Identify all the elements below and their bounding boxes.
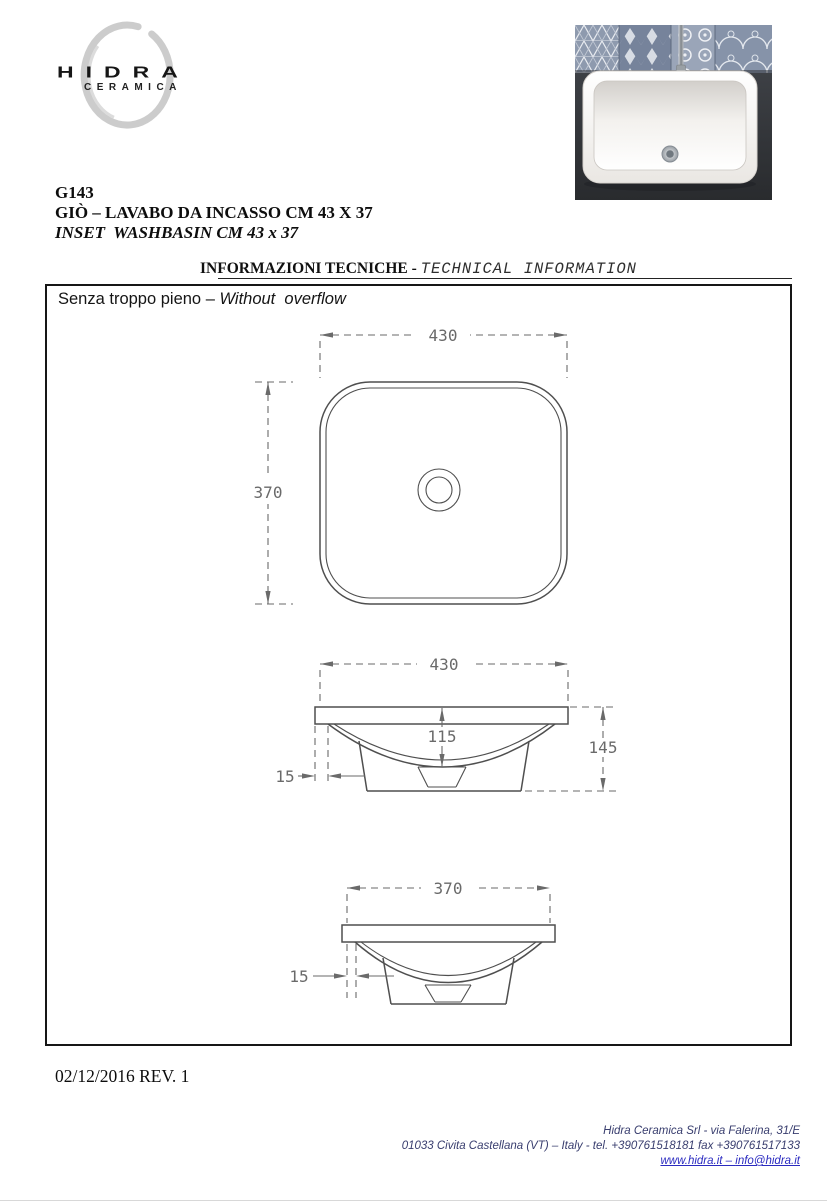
dim-top-depth: 370	[253, 483, 283, 502]
section-header	[45, 260, 792, 278]
dim-side-depth: 370	[433, 879, 463, 898]
note-it: Senza troppo pieno –	[58, 290, 220, 308]
drain-front-view	[418, 767, 466, 787]
technical-drawing-panel	[45, 284, 792, 1046]
product-name-en: INSET WASHBASIN CM 43 x 37	[55, 223, 299, 242]
footer-link-separator: –	[722, 1155, 736, 1167]
drawing-side-view	[289, 878, 555, 1004]
dim-top-width: 430	[428, 326, 458, 345]
revision-date: 02/12/2016 REV. 1	[55, 1066, 190, 1086]
header-rule	[218, 278, 792, 279]
drawing-front-view	[275, 654, 623, 791]
dim-front-rim: 15	[275, 767, 295, 786]
dim-front-width: 430	[429, 655, 459, 674]
product-name-it: GIÒ – LAVABO DA INCASSO CM 43 X 37	[55, 203, 373, 222]
note-en: Without overflow	[219, 290, 346, 308]
product-photo	[575, 25, 772, 200]
dim-front-height: 145	[588, 738, 618, 757]
section-title-it: INFORMAZIONI TECNICHE -	[200, 260, 421, 277]
technical-drawings	[47, 286, 790, 1044]
brand-name: HIDRA	[57, 63, 190, 81]
hidra-logo	[55, 18, 255, 148]
email-link[interactable]: info@hidra.it	[735, 1155, 800, 1167]
tile-wall	[575, 25, 772, 74]
drain-top-view	[418, 469, 460, 511]
product-code: G143	[55, 183, 94, 202]
website-link[interactable]: www.hidra.it	[660, 1155, 723, 1167]
footer-address-line1: Hidra Ceramica Srl - via Falerina, 31/E	[603, 1125, 800, 1137]
footer-links	[300, 1154, 800, 1169]
brand-subtitle: CERAMICA	[84, 82, 182, 93]
footer-address-line2: 01033 Civita Castellana (VT) – Italy - tel. +390761518181 fax +390761517133	[401, 1140, 800, 1152]
product-title-block	[55, 183, 373, 243]
washbasin	[583, 71, 757, 183]
drawing-top-view	[245, 325, 567, 604]
dim-front-bowl-depth: 115	[427, 727, 457, 746]
section-title-en: TECHNICAL INFORMATION	[420, 260, 637, 278]
footer	[300, 1124, 800, 1169]
drain-side-view	[425, 985, 471, 1002]
washbasin-photo-illustration	[575, 25, 772, 200]
dim-side-rim: 15	[289, 967, 309, 986]
